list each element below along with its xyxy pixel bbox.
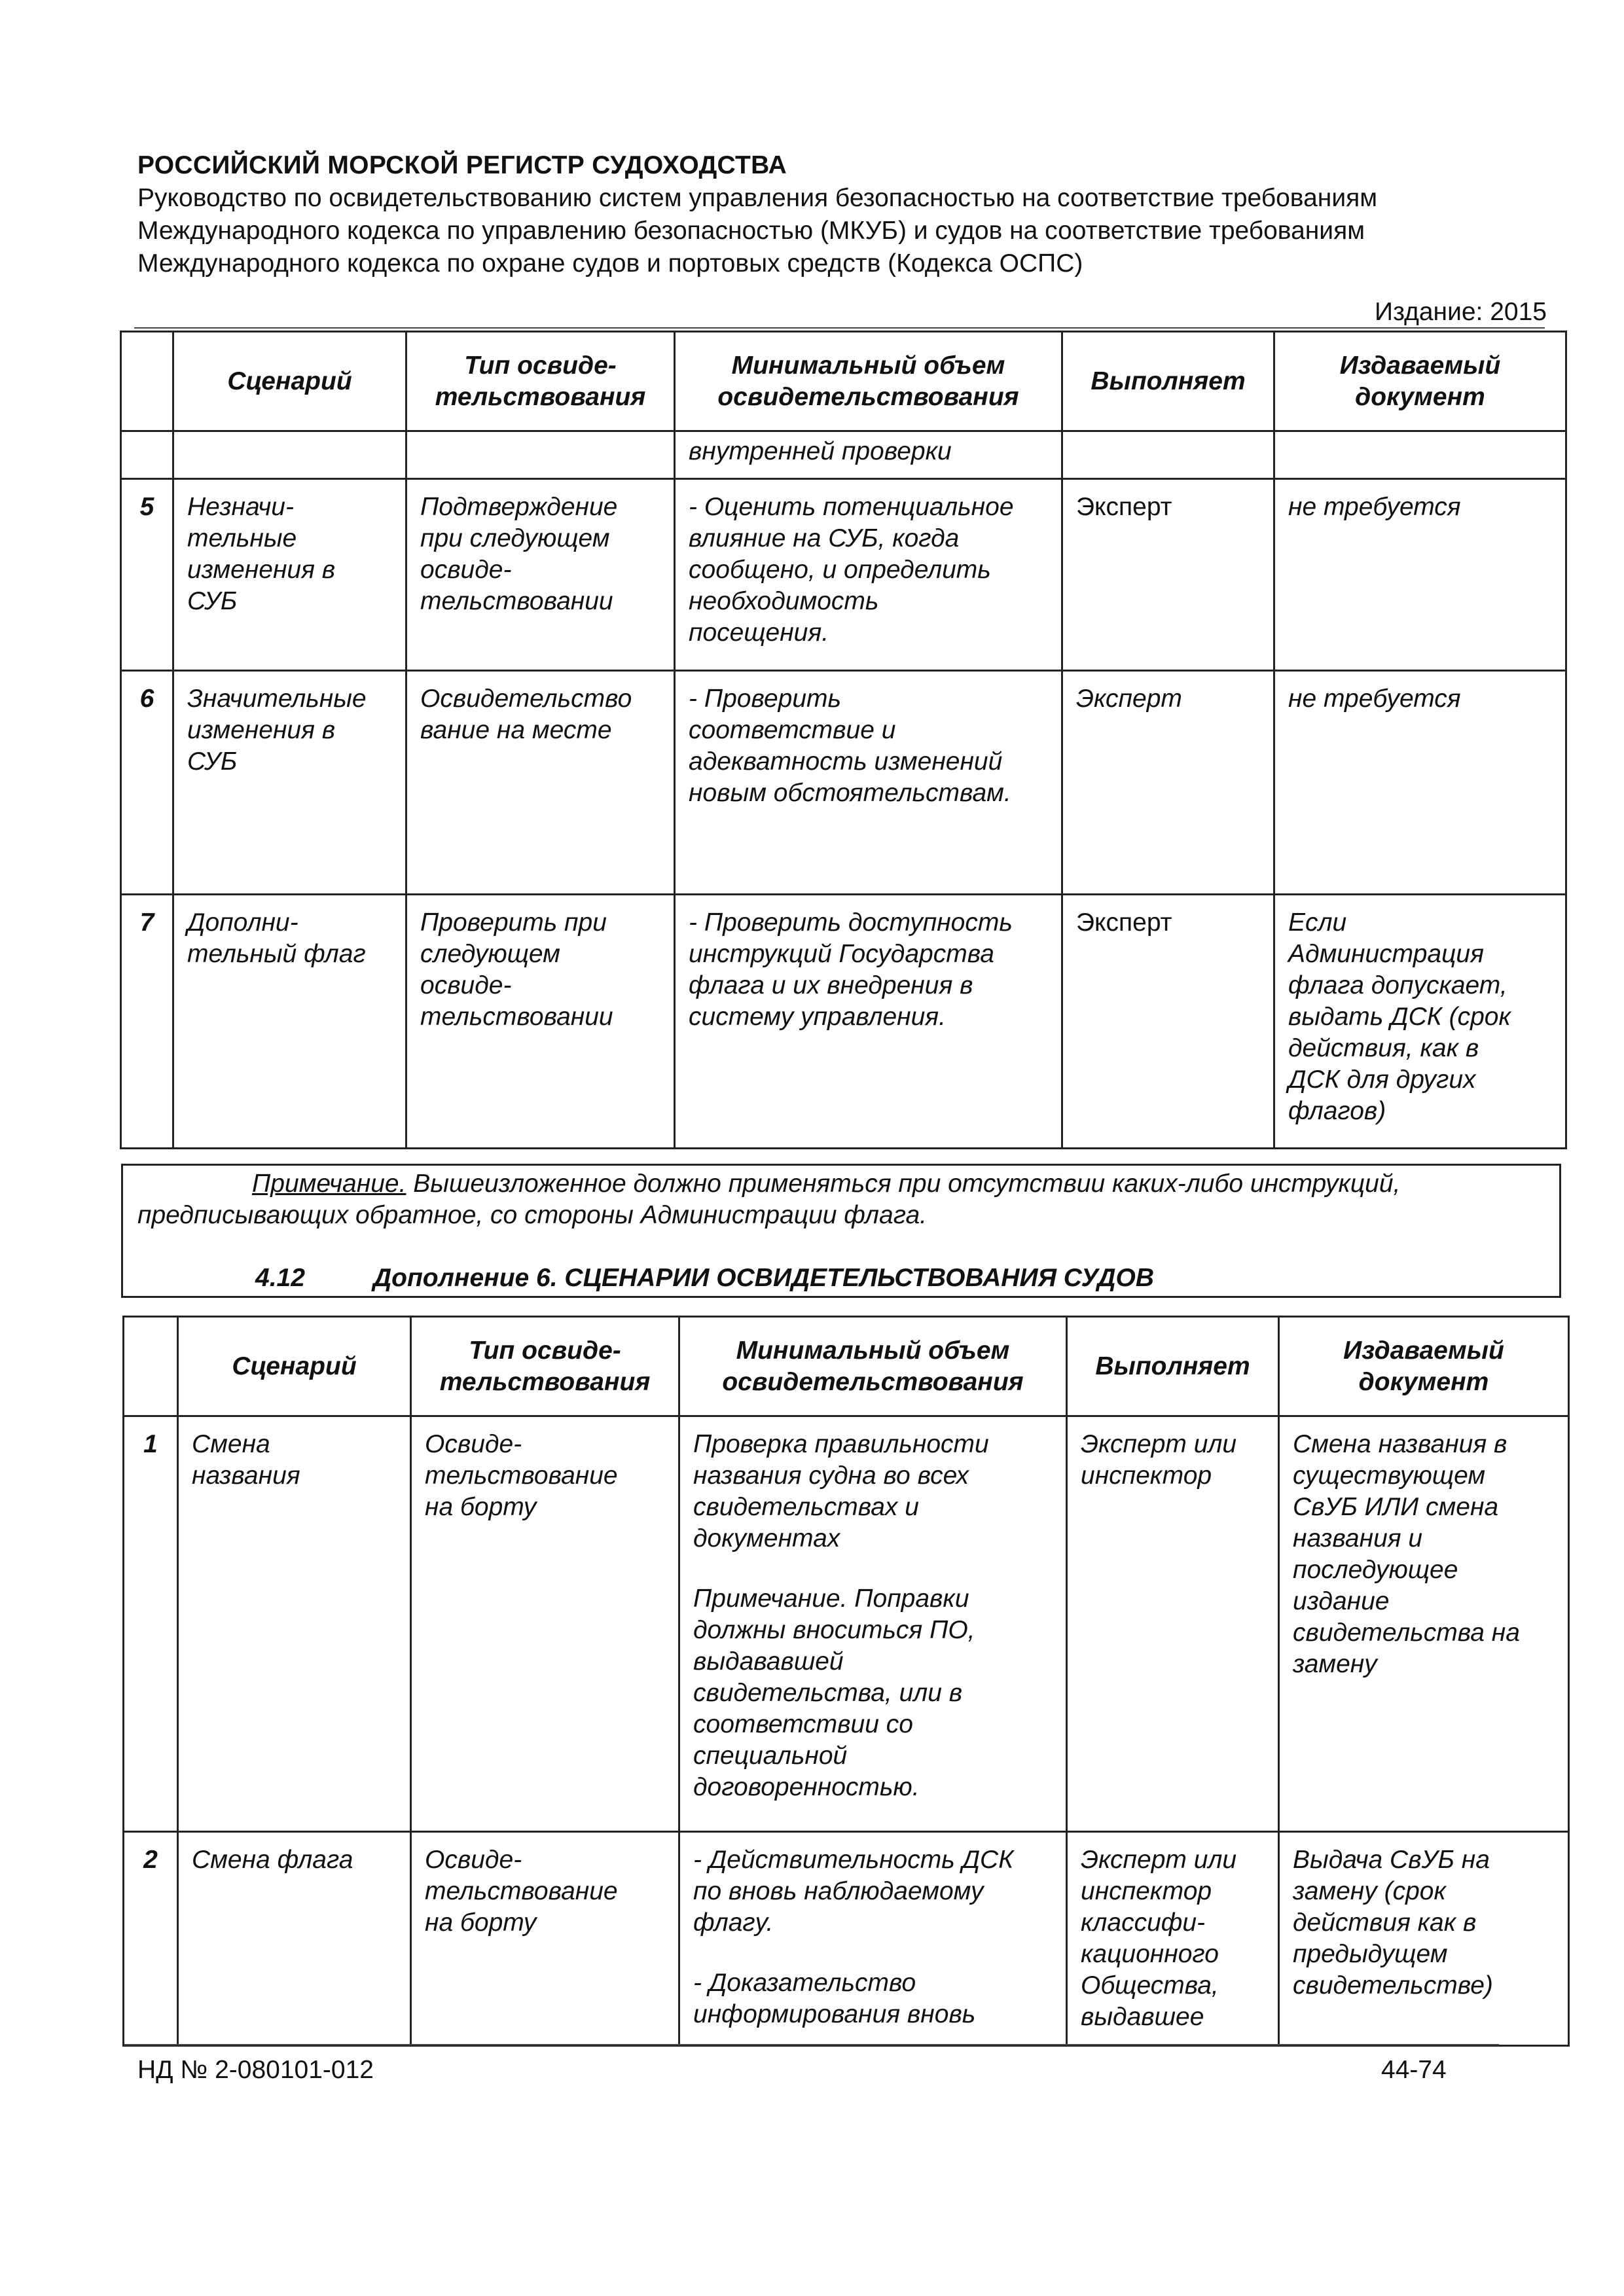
minimum-scope-cell: - Оценить потенциальное влияние на СУБ, когда сообщено, и определить необходимость посещения. [675, 479, 1062, 671]
table-row [124, 1832, 1569, 2046]
issued-document-cell: Выдача СвУБ на замену (срок действия как в предыдущем свидетельстве) [1279, 1832, 1569, 2046]
header-scenario: Сценарий [173, 332, 406, 431]
performer-cell: Эксперт [1062, 671, 1274, 895]
header-survey-type: Тип освиде- тельствования [411, 1317, 679, 1416]
survey-type-cell: Проверить при следующем освиде- тельствовании [406, 895, 675, 1149]
header-minimum-scope: Минимальный объем освидетельствования [679, 1317, 1067, 1416]
table-row [121, 671, 1566, 895]
table-header-row [121, 332, 1566, 431]
row-number: 2 [124, 1832, 178, 2046]
scenarios-table-continued [120, 331, 1567, 1149]
header-issued-document: Издаваемый документ [1274, 332, 1566, 431]
performer-cell: Эксперт или инспектор классифи- кационного Общества, выдавшее [1067, 1832, 1279, 2046]
ship-survey-scenarios-table [122, 1316, 1570, 2047]
section-title: Дополнение 6. СЦЕНАРИИ ОСВИДЕТЕЛЬСТВОВАНИЯ СУДОВ [373, 1264, 1155, 1292]
minimum-scope-cell: - Действительность ДСК по вновь наблюдаемому флагу. - Доказательство информирования вновь [679, 1832, 1067, 2046]
guide-title-line-1: Руководство по освидетельствованию систем управления безопасностью на соответствие требованиям [137, 184, 1378, 212]
header-performer: Выполняет [1067, 1317, 1279, 1416]
row-number: 5 [121, 479, 173, 671]
scenario-cell: Дополни- тельный флаг [173, 895, 406, 1149]
table-row [121, 479, 1566, 671]
continuation-text: внутренней проверки [675, 431, 1062, 479]
note-line-1: Примечание. Вышеизложенное должно применяться при отсутствии каких-либо инструкций, [252, 1170, 1401, 1198]
minimum-scope-cell: Проверка правильности названия судна во всех свидетельствах и документах Примечание. Поправки должны вноситься ПО, выдававшей свидетельства, или в соответствии со специальной договоренностью. [679, 1416, 1067, 1832]
minimum-scope-cell: - Проверить соответствие и адекватность изменений новым обстоятельствам. [675, 671, 1062, 895]
header-issued-document: Издаваемый документ [1279, 1317, 1569, 1416]
table-row [124, 1416, 1569, 1832]
table-row [121, 895, 1566, 1149]
header-number [121, 332, 173, 431]
minimum-scope-cell: - Проверить доступность инструкций Государства флага и их внедрения в систему управления. [675, 895, 1062, 1149]
table-header-row [124, 1317, 1569, 1416]
table-row [121, 431, 1566, 479]
row-number: 7 [121, 895, 173, 1149]
scenario-cell: Значительные изменения в СУБ [173, 671, 406, 895]
scenario-cell: Незначи- тельные изменения в СУБ [173, 479, 406, 671]
issued-document-cell: Если Администрация флага допускает, выдать ДСК (срок действия, как в ДСК для других флагов) [1274, 895, 1566, 1149]
performer-cell: Эксперт или инспектор [1067, 1416, 1279, 1832]
page-number: 44-74 [1381, 2056, 1447, 2084]
edition-label: Издание: 2015 [1375, 298, 1547, 326]
document-header [137, 149, 1545, 280]
guide-title-line-3: Международного кодекса по охране судов и портовых средств (Кодекса ОСПС) [137, 249, 1083, 278]
header-survey-type: Тип освиде- тельствования [406, 332, 675, 431]
footer-divider [124, 2044, 1499, 2045]
header-divider [134, 327, 1545, 329]
note-label: Примечание. [252, 1170, 406, 1198]
organization-name: РОССИЙСКИЙ МОРСКОЙ РЕГИСТР СУДОХОДСТВА [137, 151, 787, 179]
performer-cell: Эксперт [1062, 479, 1274, 671]
section-number: 4.12 [255, 1264, 305, 1292]
row-number: 1 [124, 1416, 178, 1832]
issued-document-cell: Смена названия в существующем СвУБ ИЛИ смена названия и последующее издание свидетельства на замену [1279, 1416, 1569, 1832]
header-performer: Выполняет [1062, 332, 1274, 431]
issued-document-cell: не требуется [1274, 479, 1566, 671]
survey-type-cell: Освиде- тельствование на борту [411, 1416, 679, 1832]
row-number: 6 [121, 671, 173, 895]
note-line-2: предписывающих обратное, со стороны Администрации флага. [137, 1201, 928, 1229]
issued-document-cell: не требуется [1274, 671, 1566, 895]
header-number [124, 1317, 178, 1416]
header-scenario: Сценарий [178, 1317, 411, 1416]
scenario-cell: Смена флага [178, 1832, 411, 2046]
scenario-cell: Смена названия [178, 1416, 411, 1832]
survey-type-cell: Освидетельство вание на месте [406, 671, 675, 895]
document-number: НД № 2-080101-012 [137, 2056, 374, 2084]
guide-title-line-2: Международного кодекса по управлению безопасностью (МКУБ) и судов на соответствие требованиям [137, 217, 1365, 245]
survey-type-cell: Освиде- тельствование на борту [411, 1832, 679, 2046]
header-minimum-scope: Минимальный объем освидетельствования [675, 332, 1062, 431]
section-heading [255, 1262, 1154, 1295]
performer-cell: Эксперт [1062, 895, 1274, 1149]
survey-type-cell: Подтверждение при следующем освиде- тельствовании [406, 479, 675, 671]
